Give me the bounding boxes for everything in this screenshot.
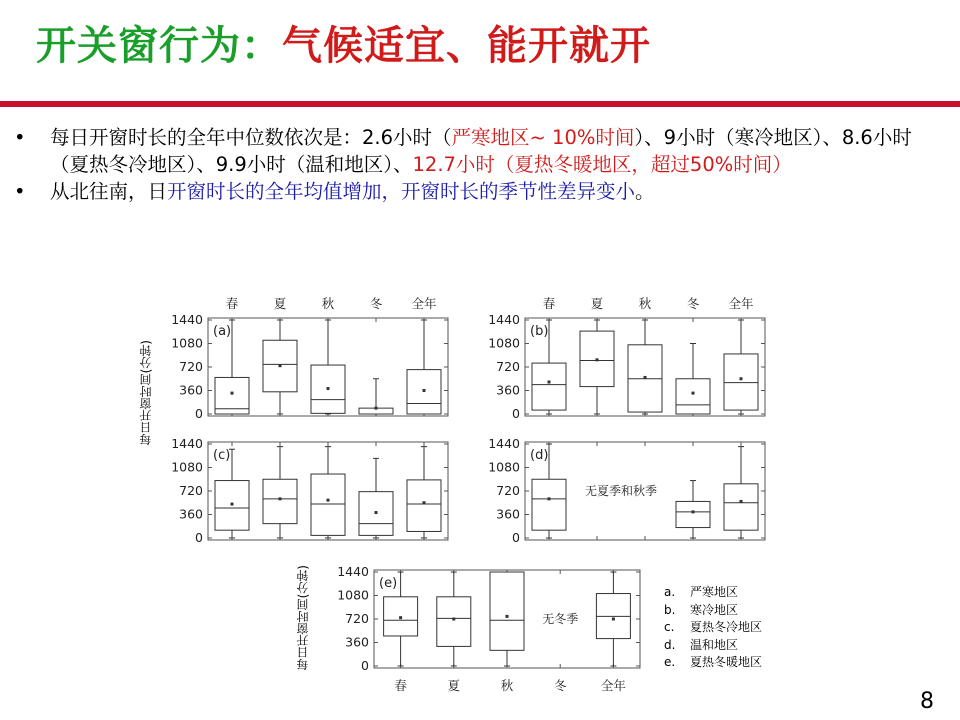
legend-item-e: e. 夏热冬暖地区 bbox=[664, 655, 763, 669]
x-category-label: 冬 bbox=[369, 296, 383, 311]
x-category-label: 秋 bbox=[638, 296, 652, 311]
bullet-item-1 bbox=[14, 124, 944, 178]
box-iqr bbox=[311, 474, 345, 535]
box-mean-marker bbox=[279, 364, 282, 367]
box-mean-marker bbox=[644, 376, 647, 379]
box-mean-marker bbox=[740, 377, 743, 380]
box-iqr bbox=[437, 597, 471, 647]
bullet1-text-4: 12.7小时（夏热冬暖地区，超过50%时间） bbox=[412, 153, 792, 176]
x-category-label: 夏 bbox=[447, 678, 461, 693]
y-tick-label: 720 bbox=[179, 483, 203, 498]
chart-legend bbox=[664, 584, 762, 672]
box-iqr bbox=[263, 479, 297, 523]
box-mean-marker bbox=[740, 500, 743, 503]
panel-label: (c) bbox=[213, 448, 231, 463]
box-mean-marker bbox=[423, 501, 426, 504]
y-tick-label: 360 bbox=[179, 506, 203, 522]
x-category-label: 秋 bbox=[321, 296, 335, 311]
panel-label: (d) bbox=[530, 448, 549, 463]
y-tick-label: 0 bbox=[512, 406, 520, 421]
y-tick-label: 1440 bbox=[337, 564, 369, 579]
y-tick-label: 0 bbox=[195, 406, 203, 421]
bullet-list bbox=[14, 124, 944, 205]
box-mean-marker bbox=[399, 616, 402, 619]
panel-annotation: 无冬季 bbox=[542, 612, 579, 626]
y-tick-label: 1440 bbox=[488, 312, 520, 327]
x-category-label: 春 bbox=[225, 296, 239, 311]
box-mean-marker bbox=[231, 392, 234, 395]
y-tick-label: 0 bbox=[195, 530, 203, 545]
x-category-label: 全年 bbox=[728, 296, 754, 311]
x-category-label: 春 bbox=[394, 678, 407, 693]
box-mean-marker bbox=[548, 381, 551, 384]
y-tick-label: 720 bbox=[345, 611, 369, 626]
y-tick-label: 1080 bbox=[171, 335, 203, 351]
y-axis-label-bottom: 每日开窗时间(分钟) bbox=[296, 565, 310, 671]
chart-panel-c bbox=[171, 436, 448, 545]
bullet2-text-1: 从北往南，日 bbox=[50, 180, 168, 203]
box-mean-marker bbox=[452, 618, 455, 621]
bullet2-text-3: 。 bbox=[635, 180, 655, 203]
y-tick-label: 720 bbox=[496, 483, 520, 498]
y-tick-label: 720 bbox=[179, 359, 203, 374]
bullet-item-2 bbox=[14, 178, 944, 205]
y-tick-label: 1080 bbox=[488, 459, 520, 475]
bullet-dot: • bbox=[14, 126, 26, 149]
box-mean-marker bbox=[692, 392, 695, 395]
box-iqr bbox=[532, 363, 566, 410]
box-mean-marker bbox=[548, 497, 551, 500]
x-category-label: 全年 bbox=[411, 296, 437, 311]
bullet1-text-1: 每日开窗时长的全年中位数依次是：2.6小时（ bbox=[50, 126, 452, 149]
x-category-label: 春 bbox=[542, 296, 556, 311]
y-tick-label: 360 bbox=[179, 382, 203, 398]
box-mean-marker bbox=[375, 511, 378, 514]
box-mean-marker bbox=[596, 358, 599, 361]
box-iqr bbox=[676, 379, 710, 414]
box-iqr bbox=[490, 572, 524, 650]
box-mean-marker bbox=[327, 499, 330, 502]
y-tick-label: 0 bbox=[361, 658, 369, 673]
legend-item-c: c. 夏热冬冷地区 bbox=[664, 620, 763, 634]
x-category-label: 冬 bbox=[686, 296, 700, 311]
box-mean-marker bbox=[279, 497, 282, 500]
y-tick-label: 1440 bbox=[488, 436, 520, 451]
chart-panel-b bbox=[488, 296, 765, 421]
box-mean-marker bbox=[375, 407, 378, 410]
y-axis-label-left: 每日开窗时间(分钟) bbox=[139, 340, 153, 446]
box-mean-marker bbox=[612, 618, 615, 621]
title-red-part: 气候适宜、能开就开 bbox=[282, 23, 651, 69]
x-category-label: 夏 bbox=[590, 296, 604, 311]
y-tick-label: 1080 bbox=[488, 335, 520, 351]
bullet1-text-3: ）、9小时（寒冷地区）、8.6小时（夏热冬冷地区）、9.9小时（温和地区）、 bbox=[50, 126, 912, 176]
y-tick-label: 0 bbox=[512, 530, 520, 545]
chart-panel-e bbox=[337, 564, 640, 693]
chart-panel-a bbox=[171, 296, 448, 421]
box-iqr bbox=[676, 501, 710, 527]
slide-title bbox=[36, 14, 651, 71]
panel-label: (a) bbox=[213, 324, 232, 339]
box-iqr bbox=[724, 484, 758, 530]
chart-panel-d bbox=[488, 436, 765, 545]
y-tick-label: 1440 bbox=[171, 312, 203, 327]
page-number: 8 bbox=[920, 689, 934, 714]
x-category-label: 秋 bbox=[500, 678, 514, 693]
legend-item-d: d. 温和地区 bbox=[664, 637, 739, 652]
y-tick-label: 1080 bbox=[171, 459, 203, 475]
y-tick-label: 720 bbox=[496, 359, 520, 374]
panel-label: (b) bbox=[530, 324, 549, 339]
y-tick-label: 360 bbox=[496, 506, 520, 522]
legend-item-a: a. 严寒地区 bbox=[664, 585, 739, 599]
panel-label: (e) bbox=[379, 576, 398, 591]
y-tick-label: 360 bbox=[496, 382, 520, 398]
box-mean-marker bbox=[692, 510, 695, 513]
box-mean-marker bbox=[506, 615, 509, 618]
x-category-label: 夏 bbox=[273, 296, 287, 311]
panel-annotation: 无夏季和秋季 bbox=[584, 484, 658, 498]
y-tick-label: 1080 bbox=[337, 587, 369, 603]
title-green-part: 开关窗行为： bbox=[36, 23, 282, 69]
box-mean-marker bbox=[231, 503, 234, 506]
x-category-label: 全年 bbox=[600, 678, 626, 693]
box-mean-marker bbox=[423, 389, 426, 392]
title-divider bbox=[0, 101, 960, 107]
box-mean-marker bbox=[327, 387, 330, 390]
x-category-label: 冬 bbox=[553, 678, 567, 693]
y-tick-label: 1440 bbox=[171, 436, 203, 451]
y-tick-label: 360 bbox=[345, 634, 369, 650]
box-iqr bbox=[724, 354, 758, 410]
legend-item-b: b. 寒冷地区 bbox=[664, 602, 739, 617]
box-iqr bbox=[532, 479, 566, 530]
bullet2-text-2: 开窗时长的全年均值增加，开窗时长的季节性差异变小 bbox=[167, 180, 636, 203]
box-iqr bbox=[407, 480, 441, 532]
bullet-dot: • bbox=[14, 180, 26, 203]
bullet1-text-2: 严寒地区~ 10%时间 bbox=[451, 126, 635, 149]
